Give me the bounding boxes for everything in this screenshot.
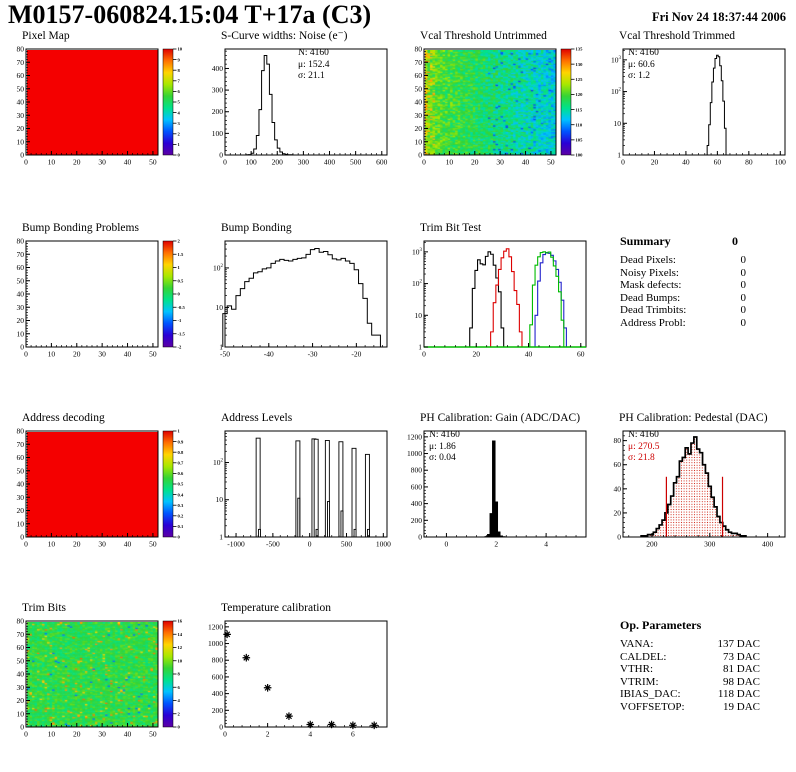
svg-text:6: 6 bbox=[177, 89, 180, 95]
svg-text:600: 600 bbox=[211, 672, 223, 682]
svg-text:10: 10 bbox=[414, 310, 422, 320]
svg-text:20: 20 bbox=[471, 157, 479, 167]
svg-text:0.5: 0.5 bbox=[177, 278, 184, 284]
svg-text:400: 400 bbox=[323, 157, 336, 167]
svg-text:120: 120 bbox=[575, 92, 583, 98]
svg-text:10: 10 bbox=[215, 302, 223, 312]
op-row-ibias-dac: IBIAS_DAC: 118 DAC bbox=[620, 688, 760, 700]
ph-gain-title: PH Calibration: Gain (ADC/DAC) bbox=[420, 412, 581, 424]
svg-text:0: 0 bbox=[20, 722, 24, 732]
svg-text:60: 60 bbox=[16, 643, 24, 652]
svg-text:100: 100 bbox=[575, 152, 583, 158]
svg-text:600: 600 bbox=[376, 157, 388, 167]
svg-text:2: 2 bbox=[265, 729, 270, 739]
svg-text:0.6: 0.6 bbox=[177, 471, 184, 477]
svg-text:102: $10^2$ bbox=[213, 457, 223, 467]
svg-text:40: 40 bbox=[16, 97, 24, 107]
trim-bits-plot bbox=[0, 615, 196, 747]
svg-text:20: 20 bbox=[414, 124, 422, 133]
panel-scurve-noise bbox=[199, 30, 398, 192]
svg-text:40: 40 bbox=[16, 289, 24, 299]
svg-text:-40: -40 bbox=[263, 349, 274, 359]
summary-header bbox=[620, 234, 738, 249]
svg-text:1: 1 bbox=[219, 342, 223, 352]
svg-text:40: 40 bbox=[16, 479, 24, 489]
svg-text:1: 1 bbox=[617, 150, 621, 160]
svg-text:115: 115 bbox=[575, 107, 583, 113]
svg-text:50: 50 bbox=[149, 349, 157, 359]
svg-text:102: $10^2$ bbox=[213, 263, 223, 273]
svg-text:9: 9 bbox=[177, 57, 180, 63]
svg-text:0: 0 bbox=[20, 150, 24, 160]
svg-text:0: 0 bbox=[219, 150, 223, 160]
svg-text:400: 400 bbox=[211, 63, 223, 73]
svg-text:7: 7 bbox=[177, 78, 180, 84]
svg-text:50: 50 bbox=[16, 656, 24, 666]
svg-text:2: 2 bbox=[177, 131, 180, 137]
svg-text:0: 0 bbox=[24, 539, 28, 549]
svg-text:110: 110 bbox=[575, 122, 583, 128]
panel-trim-bit-test bbox=[398, 222, 597, 384]
vcal-untrimmed-plot bbox=[398, 43, 594, 175]
svg-text:-2: -2 bbox=[177, 344, 182, 350]
stats-mu: μ: 270.5 bbox=[628, 441, 660, 452]
svg-text:400: 400 bbox=[410, 499, 422, 509]
svg-text:8: 8 bbox=[177, 67, 180, 73]
svg-text:103: $10^3$ bbox=[611, 55, 621, 65]
svg-text:200: 200 bbox=[646, 539, 658, 549]
svg-text:10: 10 bbox=[16, 519, 24, 529]
svg-text:-500: -500 bbox=[265, 539, 280, 549]
op-row-vtrim: VTRIM: 98 DAC bbox=[620, 675, 760, 688]
ph-gain-stats-box bbox=[429, 430, 460, 465]
svg-text:102: $10^2$ bbox=[412, 279, 422, 289]
panel-temperature-calibration bbox=[199, 602, 398, 764]
svg-text:14: 14 bbox=[177, 631, 183, 637]
svg-text:1: 1 bbox=[177, 142, 180, 148]
svg-text:0: 0 bbox=[219, 722, 223, 732]
svg-text:50: 50 bbox=[149, 157, 157, 167]
svg-text:0.3: 0.3 bbox=[177, 502, 184, 508]
svg-text:80: 80 bbox=[16, 236, 24, 246]
svg-text:0: 0 bbox=[307, 539, 312, 549]
scurve-noise-plot bbox=[199, 43, 395, 175]
trim-bit-test-title: Trim Bit Test bbox=[420, 222, 482, 234]
svg-text:20: 20 bbox=[73, 539, 81, 549]
svg-text:0.8: 0.8 bbox=[177, 449, 184, 455]
svg-text:30: 30 bbox=[98, 539, 106, 549]
svg-text:70: 70 bbox=[16, 249, 24, 259]
svg-text:60: 60 bbox=[16, 453, 24, 462]
op-parameters-header bbox=[620, 618, 738, 633]
svg-text:70: 70 bbox=[16, 629, 24, 639]
pixel-map-plot bbox=[0, 43, 196, 175]
bump-bonding-title: Bump Bonding bbox=[221, 222, 292, 234]
svg-text:40: 40 bbox=[521, 157, 530, 167]
svg-text:4: 4 bbox=[544, 539, 548, 549]
svg-text:70: 70 bbox=[16, 439, 24, 449]
svg-text:103: $10^3$ bbox=[412, 247, 422, 257]
svg-text:125: 125 bbox=[575, 76, 583, 82]
ph-pedestal-title: PH Calibration: Pedestal (DAC) bbox=[619, 412, 768, 424]
vcal-trimmed-plot bbox=[597, 43, 793, 175]
panel-trim-bits bbox=[0, 602, 199, 764]
svg-text:1000: 1000 bbox=[375, 539, 391, 549]
op-parameters-panel bbox=[620, 618, 760, 713]
svg-text:200: 200 bbox=[211, 107, 223, 117]
summary-row-dead-trimbits: Dead Trimbits: 0 bbox=[620, 304, 746, 316]
svg-text:10: 10 bbox=[47, 157, 56, 167]
ph-pedestal-plot bbox=[597, 425, 793, 557]
trim-bit-test-plot bbox=[398, 235, 594, 367]
svg-text:0: 0 bbox=[418, 150, 422, 160]
svg-text:40: 40 bbox=[16, 669, 24, 679]
scurve-noise-title: S-Curve widths: Noise (e⁻) bbox=[221, 30, 348, 42]
address-levels-plot bbox=[199, 425, 395, 557]
panel-vcal-untrimmed bbox=[398, 30, 597, 192]
summary-row-address-probl: Address Probl: 0 bbox=[620, 316, 746, 329]
svg-text:80: 80 bbox=[745, 157, 753, 167]
svg-text:80: 80 bbox=[16, 616, 24, 626]
svg-text:60: 60 bbox=[16, 71, 24, 80]
svg-text:4: 4 bbox=[177, 698, 180, 704]
svg-text:30: 30 bbox=[98, 349, 106, 359]
svg-text:30: 30 bbox=[16, 492, 24, 502]
svg-text:50: 50 bbox=[547, 157, 555, 167]
stats-mu: μ: 60.6 bbox=[628, 59, 655, 70]
svg-text:10: 10 bbox=[47, 539, 56, 549]
svg-text:500: 500 bbox=[350, 157, 362, 167]
svg-text:10: 10 bbox=[445, 157, 454, 167]
panel-bump-bonding-problems bbox=[0, 222, 199, 384]
svg-text:0: 0 bbox=[24, 729, 28, 739]
svg-text:-50: -50 bbox=[220, 349, 230, 359]
svg-text:0.2: 0.2 bbox=[177, 513, 184, 519]
panel-bump-bonding bbox=[199, 222, 398, 384]
svg-text:0.5: 0.5 bbox=[177, 481, 184, 487]
svg-text:400: 400 bbox=[762, 539, 774, 549]
svg-text:-30: -30 bbox=[307, 349, 318, 359]
svg-text:4: 4 bbox=[308, 729, 313, 739]
svg-text:0: 0 bbox=[177, 724, 180, 730]
ph-gain-plot bbox=[398, 425, 594, 557]
pixel-map-title: Pixel Map bbox=[22, 30, 70, 42]
svg-text:10: 10 bbox=[16, 329, 24, 339]
svg-text:0: 0 bbox=[418, 532, 422, 542]
svg-text:10: 10 bbox=[47, 349, 56, 359]
svg-text:40: 40 bbox=[682, 157, 690, 167]
ph-pedestal-stats-box bbox=[628, 430, 659, 465]
svg-text:10: 10 bbox=[613, 118, 621, 128]
svg-text:0.7: 0.7 bbox=[177, 460, 184, 466]
svg-text:30: 30 bbox=[16, 302, 24, 312]
svg-text:1: 1 bbox=[177, 265, 180, 271]
svg-text:6: 6 bbox=[177, 684, 180, 690]
page-date: Fri Nov 24 18:37:44 2006 bbox=[651, 10, 786, 24]
temperature-calibration-plot bbox=[199, 615, 395, 747]
svg-text:0: 0 bbox=[444, 539, 449, 549]
svg-text:60: 60 bbox=[577, 349, 585, 359]
vcal-trimmed-title: Vcal Threshold Trimmed bbox=[619, 30, 736, 42]
panel-ph-pedestal bbox=[597, 412, 796, 574]
svg-text:60: 60 bbox=[414, 71, 422, 80]
svg-text:30: 30 bbox=[496, 157, 504, 167]
svg-text:100: 100 bbox=[774, 157, 786, 167]
svg-text:200: 200 bbox=[410, 515, 422, 525]
trim-bits-title: Trim Bits bbox=[22, 602, 67, 614]
svg-text:30: 30 bbox=[98, 157, 106, 167]
svg-text:12: 12 bbox=[177, 645, 183, 651]
summary-title: Summary bbox=[620, 234, 671, 248]
stats-mu: μ: 1.86 bbox=[429, 441, 456, 452]
svg-text:500: 500 bbox=[340, 539, 353, 549]
svg-text:0: 0 bbox=[177, 534, 180, 540]
stats-sigma: σ: 21.1 bbox=[298, 71, 325, 81]
svg-text:30: 30 bbox=[16, 682, 24, 692]
svg-text:20: 20 bbox=[16, 316, 24, 325]
svg-text:40: 40 bbox=[123, 539, 132, 549]
summary-row-mask-defects: Mask defects: 0 bbox=[620, 279, 746, 291]
svg-text:10: 10 bbox=[47, 729, 56, 739]
svg-text:40: 40 bbox=[414, 97, 422, 107]
svg-text:10: 10 bbox=[16, 137, 24, 147]
page-title: M0157-060824.15:04 T+17a (C3) bbox=[8, 0, 372, 29]
stats-sigma: σ: 1.2 bbox=[628, 71, 651, 81]
svg-text:80: 80 bbox=[16, 426, 24, 436]
svg-text:1: 1 bbox=[219, 532, 223, 542]
svg-text:-1: -1 bbox=[177, 318, 182, 324]
svg-text:2: 2 bbox=[177, 238, 180, 244]
svg-text:40: 40 bbox=[123, 349, 132, 359]
op-row-voffsetop: VOFFSETOP: 19 DAC bbox=[620, 700, 760, 713]
svg-text:1200: 1200 bbox=[208, 622, 223, 632]
svg-text:0: 0 bbox=[177, 152, 180, 158]
svg-text:10: 10 bbox=[177, 46, 183, 52]
svg-text:0.4: 0.4 bbox=[177, 492, 184, 498]
svg-text:0: 0 bbox=[223, 729, 227, 739]
svg-text:20: 20 bbox=[472, 349, 481, 359]
stats-sigma: σ: 21.8 bbox=[628, 453, 655, 463]
svg-text:0: 0 bbox=[422, 349, 426, 359]
svg-text:20: 20 bbox=[650, 157, 659, 167]
address-levels-title: Address Levels bbox=[221, 412, 293, 424]
svg-text:0: 0 bbox=[621, 157, 625, 167]
svg-text:1.5: 1.5 bbox=[177, 251, 184, 257]
stats-sigma: σ: 0.04 bbox=[429, 453, 456, 463]
svg-text:20: 20 bbox=[73, 729, 81, 739]
svg-text:80: 80 bbox=[414, 44, 422, 54]
svg-text:16: 16 bbox=[177, 618, 183, 624]
svg-text:0.9: 0.9 bbox=[177, 439, 184, 445]
svg-text:0: 0 bbox=[24, 349, 28, 359]
svg-text:0: 0 bbox=[20, 532, 24, 542]
scurve-stats-box bbox=[298, 48, 329, 83]
panel-address-levels bbox=[199, 412, 398, 574]
svg-text:800: 800 bbox=[410, 465, 422, 475]
stats-n: N: 4160 bbox=[429, 430, 460, 440]
svg-text:8: 8 bbox=[177, 671, 180, 677]
svg-text:0: 0 bbox=[422, 157, 426, 167]
svg-text:1200: 1200 bbox=[407, 432, 422, 442]
svg-text:1: 1 bbox=[418, 342, 422, 352]
svg-text:40: 40 bbox=[123, 729, 132, 739]
summary-row-dead-bumps: Dead Bumps: 0 bbox=[620, 291, 746, 304]
svg-text:1000: 1000 bbox=[407, 449, 422, 459]
svg-text:200: 200 bbox=[211, 705, 223, 715]
svg-text:800: 800 bbox=[211, 655, 223, 665]
svg-text:105: 105 bbox=[575, 137, 583, 143]
svg-text:10: 10 bbox=[414, 137, 422, 147]
svg-text:135: 135 bbox=[575, 46, 583, 52]
svg-text:100: 100 bbox=[211, 128, 223, 138]
stats-n: N: 4160 bbox=[628, 430, 659, 440]
vcal-trimmed-stats-box bbox=[628, 48, 659, 83]
svg-text:30: 30 bbox=[98, 729, 106, 739]
bump-bonding-plot bbox=[199, 235, 395, 367]
svg-text:20: 20 bbox=[613, 508, 621, 518]
summary-row-dead-pixels: Dead Pixels: 0 bbox=[620, 254, 746, 266]
svg-text:80: 80 bbox=[613, 436, 621, 446]
svg-text:70: 70 bbox=[414, 57, 422, 67]
svg-text:5: 5 bbox=[177, 99, 180, 105]
panel-vcal-trimmed bbox=[597, 30, 796, 192]
svg-text:20: 20 bbox=[73, 157, 81, 167]
svg-text:-1000: -1000 bbox=[227, 539, 245, 549]
svg-text:50: 50 bbox=[414, 84, 422, 94]
svg-text:40: 40 bbox=[613, 484, 621, 494]
svg-text:10: 10 bbox=[16, 709, 24, 719]
svg-text:50: 50 bbox=[149, 729, 157, 739]
svg-text:10: 10 bbox=[177, 658, 183, 664]
svg-text:50: 50 bbox=[16, 84, 24, 94]
svg-text:1000: 1000 bbox=[208, 639, 223, 649]
svg-text:2: 2 bbox=[494, 539, 499, 549]
svg-text:-0.5: -0.5 bbox=[177, 304, 185, 310]
svg-text:0.1: 0.1 bbox=[177, 524, 184, 530]
stats-n: N: 4160 bbox=[298, 48, 329, 58]
stats-mu: μ: 152.4 bbox=[298, 59, 330, 70]
svg-text:20: 20 bbox=[16, 696, 24, 705]
svg-text:20: 20 bbox=[16, 506, 24, 515]
op-row-caldel: CALDEL: 73 DAC bbox=[620, 650, 760, 663]
svg-text:30: 30 bbox=[16, 110, 24, 120]
svg-text:6: 6 bbox=[351, 729, 355, 739]
op-parameters-title: Op. Parameters bbox=[620, 618, 702, 632]
svg-text:-20: -20 bbox=[351, 349, 362, 359]
panel-address-decoding bbox=[0, 412, 199, 574]
svg-text:100: 100 bbox=[245, 157, 257, 167]
svg-text:0: 0 bbox=[20, 342, 24, 352]
svg-text:60: 60 bbox=[16, 263, 24, 272]
svg-text:400: 400 bbox=[211, 689, 223, 699]
svg-text:600: 600 bbox=[410, 482, 422, 492]
bump-bonding-problems-plot bbox=[0, 235, 196, 367]
svg-text:1: 1 bbox=[177, 428, 180, 434]
temperature-calibration-title: Temperature calibration bbox=[221, 602, 331, 614]
svg-text:-1.5: -1.5 bbox=[177, 331, 185, 337]
panel-ph-gain bbox=[398, 412, 597, 574]
address-decoding-plot bbox=[0, 425, 196, 557]
svg-text:0: 0 bbox=[24, 157, 28, 167]
svg-text:200: 200 bbox=[271, 157, 283, 167]
op-row-vana: VANA: 137 DAC bbox=[620, 638, 760, 650]
svg-text:30: 30 bbox=[414, 110, 422, 120]
svg-text:50: 50 bbox=[16, 466, 24, 476]
svg-text:300: 300 bbox=[704, 539, 716, 549]
svg-text:130: 130 bbox=[575, 61, 583, 67]
svg-text:2: 2 bbox=[177, 711, 180, 717]
svg-text:300: 300 bbox=[297, 157, 310, 167]
vcal-untrimmed-title: Vcal Threshold Untrimmed bbox=[420, 30, 547, 42]
svg-text:20: 20 bbox=[73, 349, 81, 359]
svg-text:40: 40 bbox=[123, 157, 132, 167]
bump-bonding-problems-title: Bump Bonding Problems bbox=[22, 222, 139, 234]
svg-text:10: 10 bbox=[215, 495, 223, 505]
address-decoding-title: Address decoding bbox=[22, 412, 105, 424]
svg-text:0: 0 bbox=[177, 291, 180, 297]
svg-text:4: 4 bbox=[177, 110, 180, 116]
svg-text:0: 0 bbox=[617, 532, 621, 542]
svg-text:80: 80 bbox=[16, 44, 24, 54]
svg-text:50: 50 bbox=[16, 276, 24, 286]
op-row-vthr: VTHR: 81 DAC bbox=[620, 663, 760, 675]
svg-text:70: 70 bbox=[16, 57, 24, 67]
svg-text:60: 60 bbox=[713, 157, 722, 167]
summary-panel bbox=[620, 234, 746, 329]
svg-text:0: 0 bbox=[223, 157, 227, 167]
svg-text:20: 20 bbox=[16, 124, 24, 133]
summary-total: 0 bbox=[732, 234, 738, 248]
svg-text:50: 50 bbox=[149, 539, 157, 549]
summary-row-noisy-pixels: Noisy Pixels: 0 bbox=[620, 266, 746, 279]
panel-pixel-map bbox=[0, 30, 199, 192]
svg-text:102: $10^2$ bbox=[611, 87, 621, 97]
svg-text:40: 40 bbox=[524, 349, 533, 359]
svg-text:3: 3 bbox=[177, 120, 180, 126]
stats-n: N: 4160 bbox=[628, 48, 659, 58]
svg-text:60: 60 bbox=[613, 460, 621, 470]
svg-text:300: 300 bbox=[211, 85, 223, 95]
